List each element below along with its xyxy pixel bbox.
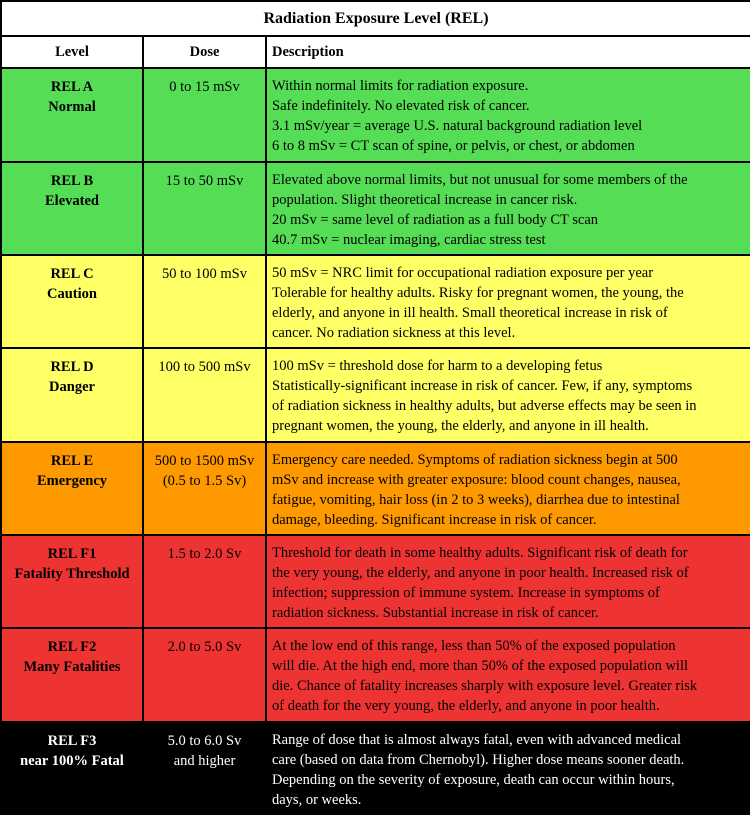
description-cell (266, 162, 750, 255)
dose-cell (143, 722, 266, 814)
description-line: damage, bleeding. Significant increase in risk of cancer. (272, 511, 597, 528)
description-cell (266, 348, 750, 441)
description-line: population. Slight theoretical increase in cancer risk. (272, 191, 578, 208)
dose-cell (143, 442, 266, 535)
level-cell (1, 535, 143, 628)
level-cell (1, 722, 143, 814)
description-line: 50 mSv = NRC limit for occupational radiation exposure per year (272, 264, 654, 281)
dose-cell (143, 348, 266, 441)
description-cell (266, 442, 750, 535)
level-cell (1, 162, 143, 255)
dose-cell (143, 68, 266, 161)
dose-value: 5.0 to 6.0 Sv (167, 732, 242, 749)
description-line: 6 to 8 mSv = CT scan of spine, or pelvis, or chest, or abdomen (272, 138, 635, 155)
description-line: Depending on the severity of exposure, death can occur within hours, (272, 771, 675, 788)
table-row-rel-d (1, 348, 750, 441)
dose-value: 1.5 to 2.0 Sv (167, 545, 242, 562)
description-line: 40.7 mSv = nuclear imaging, cardiac stress test (272, 231, 546, 248)
dose-value: 2.0 to 5.0 Sv (167, 639, 242, 656)
description-line: Safe indefinitely. No elevated risk of cancer. (272, 98, 530, 115)
description-line: At the low end of this range, less than 50% of the exposed population (272, 638, 676, 655)
description-line: infection; suppression of immune system. Increase in symptoms of (272, 584, 660, 601)
table-row-rel-b (1, 162, 750, 255)
dose-value-alt: and higher (173, 752, 236, 769)
table-title: Radiation Exposure Level (REL) (1, 1, 750, 36)
level-cell (1, 68, 143, 161)
header-dose: Dose (143, 36, 266, 68)
level-label: Caution (47, 285, 97, 302)
description-line: Within normal limits for radiation exposure. (272, 78, 529, 95)
level-label: Danger (49, 379, 95, 396)
dose-cell (143, 535, 266, 628)
description-line: care (based on data from Chernobyl). Higher dose means sooner death. (272, 751, 685, 768)
dose-cell (143, 255, 266, 348)
level-label: Many Fatalities (23, 659, 121, 676)
level-label: Normal (48, 99, 96, 116)
level-cell (1, 628, 143, 721)
dose-cell (143, 162, 266, 255)
description-line: 3.1 mSv/year = average U.S. natural background radiation level (272, 118, 643, 135)
level-code: REL C (50, 265, 94, 282)
dose-value: 0 to 15 mSv (169, 79, 240, 96)
description-line: of radiation sickness in healthy adults, but adverse effects may be seen in (272, 398, 697, 415)
description-cell (266, 722, 750, 814)
dose-value: 100 to 500 mSv (158, 359, 251, 376)
description-line: Tolerable for healthy adults. Risky for pregnant women, the young, the (272, 284, 684, 301)
dose-value: 50 to 100 mSv (162, 265, 247, 282)
level-label: Elevated (45, 192, 99, 209)
level-cell (1, 442, 143, 535)
level-code: REL E (50, 452, 94, 469)
header-description: Description (266, 36, 750, 68)
description-cell (266, 535, 750, 628)
header-level: Level (1, 36, 143, 68)
level-code: REL A (50, 79, 94, 96)
level-cell (1, 348, 143, 441)
table-row-rel-a (1, 68, 750, 161)
level-code: REL F2 (47, 639, 97, 656)
table-row-rel-f1 (1, 535, 750, 628)
description-cell (266, 68, 750, 161)
description-line: fatigue, vomiting, hair loss (in 2 to 3 weeks), diarrhea due to intestinal (272, 491, 680, 508)
table-row-rel-f2 (1, 628, 750, 721)
description-line: the very young, the elderly, and anyone in poor health. Increased risk of (272, 564, 689, 581)
description-line: Elevated above normal limits, but not unusual for some members of the (272, 171, 688, 188)
description-cell (266, 628, 750, 721)
description-cell (266, 255, 750, 348)
description-line: radiation sickness. Substantial increase in risk of cancer. (272, 604, 599, 621)
description-line: days, or weeks. (272, 791, 362, 808)
description-line: 100 mSv = threshold dose for harm to a developing fetus (272, 358, 603, 375)
title-row (1, 1, 750, 36)
description-line: elderly, and anyone in ill health. Small theoretical increase in risk of (272, 304, 668, 321)
description-line: Threshold for death in some healthy adults. Significant risk of death for (272, 544, 688, 561)
dose-value: 500 to 1500 mSv (154, 452, 255, 469)
description-line: Emergency care needed. Symptoms of radiation sickness begin at 500 (272, 451, 678, 468)
level-cell (1, 255, 143, 348)
description-line: Range of dose that is almost always fatal, even with advanced medical (272, 731, 682, 748)
dose-value: 15 to 50 mSv (165, 172, 244, 189)
description-line: cancer. No radiation sickness at this level. (272, 324, 516, 341)
dose-value-alt: (0.5 to 1.5 Sv) (162, 472, 247, 489)
table-row-rel-c (1, 255, 750, 348)
description-line: die. Chance of fatality increases sharply with exposure level. Greater risk (272, 678, 698, 695)
level-code: REL F1 (47, 545, 97, 562)
level-label: Emergency (36, 472, 108, 489)
level-code: REL D (50, 359, 94, 376)
level-label: near 100% Fatal (20, 752, 124, 769)
level-code: REL F3 (47, 732, 97, 749)
level-label: Fatality Threshold (14, 565, 130, 582)
description-line: pregnant women, the young, the elderly, and anyone in ill health. (272, 418, 649, 435)
description-line: will die. At the high end, more than 50% of the exposed population will (272, 658, 688, 675)
description-line: Statistically-significant increase in risk of cancer. Few, if any, symptoms (272, 378, 693, 395)
dose-cell (143, 628, 266, 721)
description-line: 20 mSv = same level of radiation as a full body CT scan (272, 211, 599, 228)
table-row-rel-f3 (1, 722, 750, 814)
description-line: mSv and increase with greater exposure: blood count changes, nausea, (272, 471, 681, 488)
header-row (1, 36, 750, 68)
level-code: REL B (50, 172, 94, 189)
table-row-rel-e (1, 442, 750, 535)
description-line: of death for the very young, the elderly, and anyone in poor health. (272, 698, 660, 715)
